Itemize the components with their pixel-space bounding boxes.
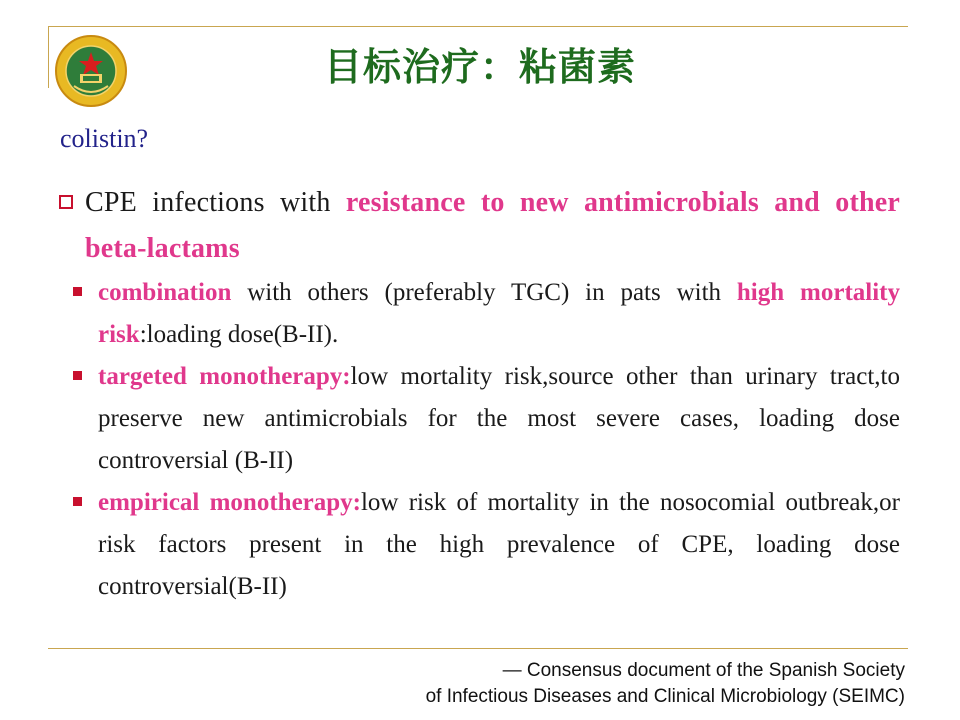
sub-bullet-text xyxy=(98,363,900,474)
main-bullet-point xyxy=(58,180,900,272)
highlighted-text: empirical monotherapy: xyxy=(98,489,361,516)
slide-subtitle: colistin? xyxy=(60,124,149,153)
hollow-square-bullet-icon xyxy=(59,195,73,209)
main-bullet-text xyxy=(85,187,900,264)
sub-bullet-combination xyxy=(70,272,900,356)
solid-square-bullet-icon xyxy=(73,371,82,380)
solid-square-bullet-icon xyxy=(73,287,82,296)
sub-bullet-empirical-monotherapy xyxy=(70,482,900,608)
citation-footer xyxy=(426,658,905,710)
highlighted-text: combination xyxy=(98,279,232,306)
body-text: low mortality risk,source other than urinary tract,to preserve new antimicrobials for the most severe cases, loading dose controversial (B-II) xyxy=(98,363,900,474)
top-divider xyxy=(48,26,908,27)
slide-title: 目标治疗：粘菌素 xyxy=(323,45,636,89)
bottom-divider xyxy=(48,648,908,649)
sub-bullet-text xyxy=(98,279,900,348)
body-text: with others (preferably TGC) in pats with xyxy=(231,279,737,306)
body-text: :loading dose(B-II). xyxy=(139,321,339,348)
solid-square-bullet-icon xyxy=(73,497,82,506)
citation-line-2: of Infectious Diseases and Clinical Microbiology (SEIMC) xyxy=(425,686,905,707)
highlighted-text: high mortality risk xyxy=(98,279,900,348)
highlighted-text: resistance to new antimicrobials and other beta-lactams xyxy=(85,187,901,264)
slide-content xyxy=(58,180,900,608)
body-text: low risk of mortality in the nosocomial outbreak,or risk factors present in the high prevalence of CPE, loading dose controversial(B-II) xyxy=(98,489,900,600)
highlighted-text: targeted monotherapy: xyxy=(98,363,351,390)
citation-line-1: — Consensus document of the Spanish Society xyxy=(502,660,905,681)
sub-bullet-text xyxy=(98,489,900,600)
body-text: CPE infections with xyxy=(85,187,346,218)
sub-bullet-targeted-monotherapy xyxy=(70,356,900,482)
